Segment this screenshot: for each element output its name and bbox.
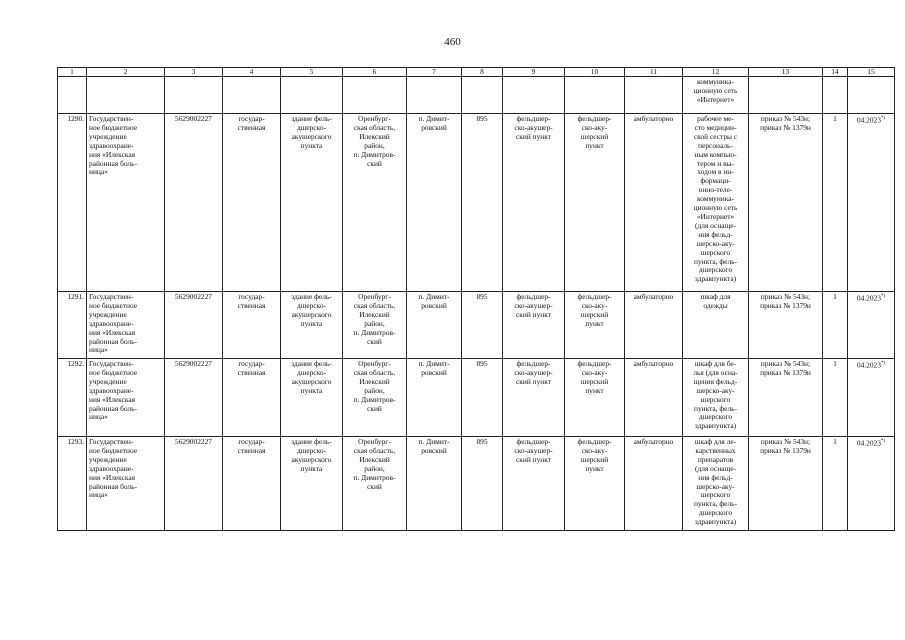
table-row [58,359,895,437]
cell-line: ский пункт [516,454,551,464]
cell-line: ско-акушер- [514,445,553,455]
cell-line: ская область, [353,300,396,310]
cell-line: Илекский [359,454,390,464]
cell-line: ционную сеть [693,85,738,95]
cell-line: пункта [300,140,323,150]
care-type-cell: амбулаторно [625,292,683,359]
cell-line: ровский [421,445,447,455]
cell-line: ным компью- [694,149,737,159]
settlement-cell [407,359,462,437]
cell-line: ско-акушер- [514,122,553,132]
cell-line: фельдшер- [516,359,551,368]
cell-line: Государствен- [89,292,134,301]
cell-line: приказ № 1379н [760,122,811,132]
cell-line: рабочее ме- [697,114,734,123]
cell-line: ско-акушер- [514,367,553,377]
inn-cell: 5629002227 [165,437,223,531]
cell-line: ница» [89,345,108,355]
cell-line: ница» [89,167,108,177]
cell-line: (для оснаще- [695,463,736,473]
cell-line: одежды [703,300,728,310]
row-number-cell: 1292. [58,359,87,437]
cell-line: район, [364,385,385,395]
date-cell [848,114,895,292]
cell-line: формаци- [700,176,731,186]
cell-line: фельдшер- [577,437,612,446]
cell-line: онно-теле- [698,185,733,195]
cell-line: ская область, [353,122,396,132]
table-row [58,292,895,359]
cell-line: здравпункта) [694,274,737,284]
cell-line: шерско-аку- [696,481,735,491]
cell-line: пункта [300,463,323,473]
date-cell [848,292,895,359]
cell-line: ский пункт [516,376,551,386]
unit-type-cell [565,437,625,531]
organization-cell [87,437,165,531]
cell-line: Илекский [359,309,390,319]
equipment-item-cell [683,114,749,292]
column-header: 9 [503,68,565,77]
cell-line: шерский [580,454,609,464]
date-footnote-mark: *) [880,294,886,299]
cell-line: (для оснаще- [695,220,736,230]
column-header: 13 [749,68,823,77]
cell-line: п. Димитров- [353,472,396,482]
date-cell [848,437,895,531]
cell-line: п. Димитров- [353,149,396,159]
settlement-cell [407,292,462,359]
cell-line: ский [367,481,382,491]
cell-line: ное бюджетное [89,122,138,132]
cell-line: государ- [238,114,265,123]
cell-line: приказ № 543н; [760,359,811,368]
cell-line: ственная [237,122,266,132]
cell-line: приказ № 543н; [760,114,811,123]
date-cell [848,359,895,437]
cell-line: ский пункт [516,131,551,141]
cell-line: здравпункта) [694,517,737,527]
column-header: 2 [87,68,165,77]
cell-line: учреждение [89,376,127,386]
unit-cell [503,292,565,359]
cell-line: фельдшер- [577,114,612,123]
organization-cell [87,359,165,437]
cell-line: учреждение [89,131,127,141]
cell-line: шерского [700,247,731,257]
cell-line: район, [364,140,385,150]
cell-line: пункта, фель- [694,256,737,266]
quantity-cell: 1 [823,114,848,292]
cell-line: здравоохране- [89,318,134,328]
organization-cell [87,114,165,292]
cell-line: приказ № 1379н [760,367,811,377]
cell-line: ственная [237,445,266,455]
registry-table [57,67,895,531]
building-cell [281,437,343,531]
column-header: 4 [223,68,281,77]
cell-line: ное бюджетное [89,300,138,310]
cell-line: ский [367,336,382,346]
cell-line: акушерского [291,131,332,141]
cell-line: шерско-аку- [696,238,735,248]
column-header: 15 [848,68,895,77]
cell-line: п. Димит- [418,437,450,446]
cell-line: ско-аку- [581,300,608,310]
equipment-item-cell [683,292,749,359]
cell-line: ния «Илекская [89,394,136,404]
cell-line: пункта, фель- [694,499,737,509]
unit-type-cell [565,114,625,292]
cell-line: шкаф для ле- [694,437,737,446]
unit-cell [503,359,565,437]
building-cell [281,292,343,359]
cell-line: карственных [695,445,736,455]
address-cell [343,114,407,292]
date-footnote-mark: *) [880,116,886,121]
cell-line: Государствен- [89,437,134,446]
table-row [58,114,895,292]
cell-line: здравоохране- [89,385,134,395]
cell-line: шерский [580,131,609,141]
cell-line: государ- [238,437,265,446]
cell-line: пункта, фель- [694,403,737,413]
cell-line: ходом в ин- [697,167,734,177]
quantity-cell: 1 [823,359,848,437]
cell-line: «Интернет» [696,94,735,104]
cell-line: пункт [585,385,604,395]
cell-line: п. Димит- [418,114,450,123]
date-value: 04.2023 [856,360,881,370]
equipment-item-cell [683,359,749,437]
ownership-cell [223,292,281,359]
cell-line: акушерского [291,376,332,386]
cell-line: здравоохране- [89,463,134,473]
cell-line: Государствен- [89,359,134,368]
cell-line: фельдшер- [577,359,612,368]
care-type-cell: амбулаторно [625,437,683,531]
cell-line: сто медицин- [694,122,737,132]
cell-line: государ- [238,359,265,368]
cell-line: дшерского [698,412,733,422]
organization-cell [87,292,165,359]
address-cell [343,359,407,437]
settlement-cell [407,437,462,531]
cell-line: ско-аку- [581,122,608,132]
cell-line: Государствен- [89,114,134,123]
cell-line: ской сестры с [693,131,738,141]
inn-cell: 5629002227 [165,114,223,292]
ownership-cell [223,437,281,531]
address-cell [343,437,407,531]
care-type-cell: амбулаторно [625,114,683,292]
row-number-cell: 1291. [58,292,87,359]
cell-line: ская область, [353,445,396,455]
cell-line: ский пункт [516,309,551,319]
code-cell: 895 [462,114,503,292]
building-cell [281,114,343,292]
column-header: 12 [683,68,749,77]
column-header: 11 [625,68,683,77]
cell-line: ница» [89,490,108,500]
cell-line: фельдшер- [577,292,612,301]
column-header: 8 [462,68,503,77]
cell-line: ская область, [353,367,396,377]
cell-line: шерско-аку- [696,385,735,395]
cell-line: приказ № 543н; [760,292,811,301]
cell-line: фельдшер- [516,437,551,446]
header-row [58,68,895,77]
cell-line: п. Димитров- [353,394,396,404]
column-header: 7 [407,68,462,77]
cell-line: персональ- [698,140,733,150]
cell-line: ное бюджетное [89,445,138,455]
cell-line: Илекский [359,131,390,141]
cell-line: пункта [300,318,323,328]
cell-line: здание фель- [291,114,332,123]
unit-type-cell [565,359,625,437]
table-row [58,437,895,531]
cell-line: п. Димитров- [353,327,396,337]
cell-line: районная боль- [89,336,137,346]
cell-line: здравпункта) [694,421,737,431]
order-cell [749,292,823,359]
cell-line: государ- [238,292,265,301]
date-value: 04.2023 [856,115,881,125]
row-number-cell: 1290. [58,114,87,292]
cell-line: шерский [580,309,609,319]
column-header: 14 [823,68,848,77]
cell-line: приказ № 1379н [760,445,811,455]
order-cell [749,114,823,292]
cell-line: пункта [300,385,323,395]
code-cell: 895 [462,437,503,531]
cell-line: ственная [237,367,266,377]
cell-line: учреждение [89,309,127,319]
cell-line: фельдшер- [516,114,551,123]
cell-line: Оренбург- [358,437,391,446]
column-header: 10 [565,68,625,77]
equipment-item-cell [683,437,749,531]
code-cell: 895 [462,292,503,359]
quantity-cell: 1 [823,292,848,359]
column-header: 5 [281,68,343,77]
cell-line: пункт [585,318,604,328]
cell-line: шерский [580,376,609,386]
column-header: 3 [165,68,223,77]
cell-line: район, [364,463,385,473]
cell-line: шкаф для [700,292,731,301]
care-type-cell: амбулаторно [625,359,683,437]
order-cell [749,359,823,437]
cell-line: тером и вы- [696,158,734,168]
inn-cell: 5629002227 [165,359,223,437]
cell-line: ско-аку- [581,367,608,377]
date-value: 04.2023 [856,438,881,448]
ownership-cell [223,359,281,437]
cell-line: районная боль- [89,403,137,413]
cell-line: пункт [585,140,604,150]
cell-line: ский [367,158,382,168]
page-number: 460 [444,36,461,48]
unit-type-cell [565,292,625,359]
code-cell: 895 [462,359,503,437]
cell-line: Оренбург- [358,292,391,301]
date-value: 04.2023 [856,293,881,303]
order-cell [749,437,823,531]
cell-line: ско-аку- [581,445,608,455]
cell-line: здание фель- [291,292,332,301]
cell-line: ско-акушер- [514,300,553,310]
cell-line: шкаф для бе- [694,359,737,368]
cell-line: ровский [421,300,447,310]
cell-line: районная боль- [89,481,137,491]
cell-line: ния «Илекская [89,149,136,159]
date-footnote-mark: *) [880,439,886,444]
cell-line: районная боль- [89,158,137,168]
cell-line: ния фельд- [698,472,733,482]
cell-line: акушерского [291,309,332,319]
cell-line: коммуника- [697,77,734,86]
column-header: 6 [343,68,407,77]
row-number-cell: 1293. [58,437,87,531]
unit-cell [503,437,565,531]
cell-line: дшерско- [296,367,327,377]
cell-line: Оренбург- [358,114,391,123]
cell-line: здание фель- [291,437,332,446]
cell-line: ственная [237,300,266,310]
quantity-cell: 1 [823,437,848,531]
continuation-row [58,77,895,114]
building-cell [281,359,343,437]
cell-line: здание фель- [291,359,332,368]
cell-line: ния «Илекская [89,472,136,482]
cell-line: приказ № 543н; [760,437,811,446]
cell-line: п. Димит- [418,359,450,368]
cell-line: ния «Илекская [89,327,136,337]
cell-line: ский [367,403,382,413]
cell-line: дшерско- [296,445,327,455]
cell-line: дшерско- [296,300,327,310]
cell-line: Оренбург- [358,359,391,368]
cell-line: шерского [700,394,731,404]
cell-line: шерского [700,490,731,500]
cell-line: фельдшер- [516,292,551,301]
ownership-cell [223,114,281,292]
cell-line: коммуника- [697,194,734,204]
cell-line: учреждение [89,454,127,464]
cell-line: пункт [585,463,604,473]
cell-line: приказ № 1379н [760,300,811,310]
unit-cell [503,114,565,292]
cell-line: дшерского [698,265,733,275]
cell-line: дшерско- [296,122,327,132]
cell-line: ница» [89,412,108,422]
cell-line: п. Димит- [418,292,450,301]
cell-line: препаратов [697,454,734,464]
cell-line: район, [364,318,385,328]
cell-line: щения фельд- [693,376,738,386]
column-header: 1 [58,68,87,77]
cell-line: Илекский [359,376,390,386]
cell-line: «Интернет» [696,211,735,221]
address-cell [343,292,407,359]
cell-line: здравоохране- [89,140,134,150]
continued-item-cell [683,77,749,114]
cell-line: дшерского [698,508,733,518]
date-footnote-mark: *) [880,361,886,366]
settlement-cell [407,114,462,292]
cell-line: ное бюджетное [89,367,138,377]
cell-line: ровский [421,367,447,377]
cell-line: ционную сеть [693,203,738,213]
cell-line: ровский [421,122,447,132]
cell-line: лья (для осна- [693,367,738,377]
cell-line: ния фельд- [698,229,733,239]
cell-line: акушерского [291,454,332,464]
inn-cell: 5629002227 [165,292,223,359]
